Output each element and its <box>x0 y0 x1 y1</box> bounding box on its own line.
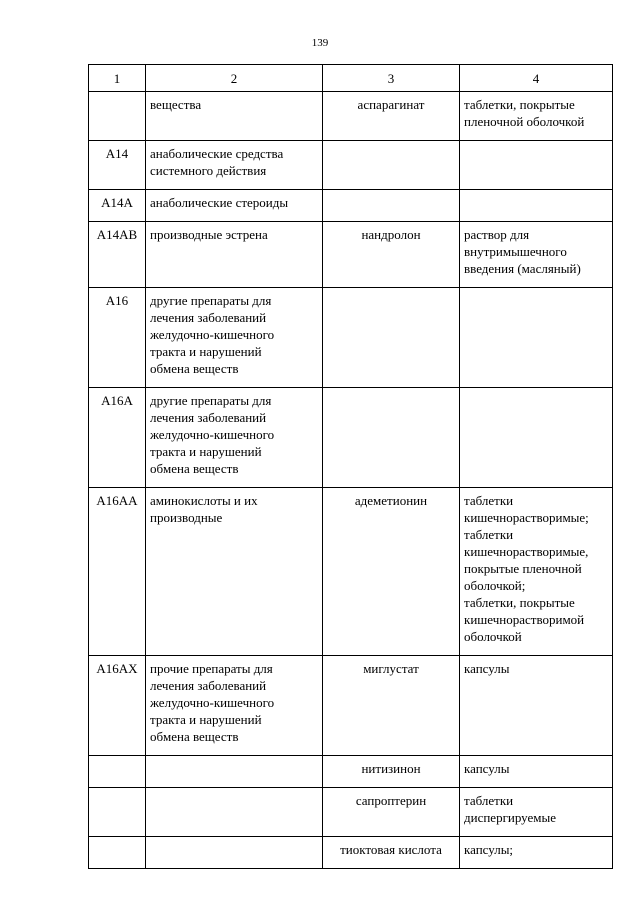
group-name-cell: прочие препараты для лечения заболеваний желудочно-кишечного тракта и нарушений обмена веществ <box>146 656 323 756</box>
dosage-form-cell <box>460 288 613 388</box>
table-row <box>89 288 613 388</box>
table-row <box>89 222 613 288</box>
drug-table <box>88 64 613 869</box>
table-row <box>89 788 613 837</box>
drug-name-cell: нитизинон <box>323 756 460 788</box>
drug-name-cell <box>323 288 460 388</box>
dosage-form-cell <box>460 141 613 190</box>
group-name-cell: вещества <box>146 92 323 141</box>
column-header: 1 <box>89 65 146 92</box>
column-header: 3 <box>323 65 460 92</box>
dosage-form-cell: капсулы <box>460 656 613 756</box>
group-name-cell: анаболические средства системного действия <box>146 141 323 190</box>
group-name-cell <box>146 788 323 837</box>
atc-code-cell <box>89 788 146 837</box>
group-name-cell: аминокислоты и их производные <box>146 488 323 656</box>
dosage-form-cell: таблетки, покрытые пленочной оболочкой <box>460 92 613 141</box>
group-name-cell: другие препараты для лечения заболеваний желудочно-кишечного тракта и нарушений обмена веществ <box>146 388 323 488</box>
dosage-form-cell: таблетки кишечнорастворимые; таблетки кишечнорастворимые, покрытые пленочной оболочкой; таблетки, покрытые кишечнорастворимой оболочкой <box>460 488 613 656</box>
atc-code-cell: A16AX <box>89 656 146 756</box>
atc-code-cell: A16A <box>89 388 146 488</box>
dosage-form-cell <box>460 190 613 222</box>
table-row <box>89 388 613 488</box>
drug-name-cell: нандролон <box>323 222 460 288</box>
table-row <box>89 141 613 190</box>
atc-code-cell <box>89 837 146 869</box>
dosage-form-cell: капсулы <box>460 756 613 788</box>
drug-name-cell: аспарагинат <box>323 92 460 141</box>
atc-code-cell <box>89 92 146 141</box>
drug-name-cell <box>323 141 460 190</box>
group-name-cell: анаболические стероиды <box>146 190 323 222</box>
drug-name-cell: сапроптерин <box>323 788 460 837</box>
page-number: 139 <box>311 37 329 49</box>
drug-name-cell: миглустат <box>323 656 460 756</box>
column-header: 2 <box>146 65 323 92</box>
table-row <box>89 837 613 869</box>
atc-code-cell: A16 <box>89 288 146 388</box>
column-header: 4 <box>460 65 613 92</box>
dosage-form-cell: раствор для внутримышечного введения (масляный) <box>460 222 613 288</box>
group-name-cell: производные эстрена <box>146 222 323 288</box>
group-name-cell <box>146 756 323 788</box>
drug-name-cell <box>323 388 460 488</box>
dosage-form-cell: капсулы; <box>460 837 613 869</box>
atc-code-cell: A16AA <box>89 488 146 656</box>
atc-code-cell: A14AB <box>89 222 146 288</box>
table-header-row <box>89 65 613 92</box>
drug-name-cell: адеметионин <box>323 488 460 656</box>
atc-code-cell <box>89 756 146 788</box>
drug-name-cell <box>323 190 460 222</box>
table-row <box>89 656 613 756</box>
group-name-cell: другие препараты для лечения заболеваний желудочно-кишечного тракта и нарушений обмена веществ <box>146 288 323 388</box>
atc-code-cell: A14 <box>89 141 146 190</box>
table-row <box>89 756 613 788</box>
dosage-form-cell: таблетки диспергируемые <box>460 788 613 837</box>
group-name-cell <box>146 837 323 869</box>
dosage-form-cell <box>460 388 613 488</box>
atc-code-cell: A14A <box>89 190 146 222</box>
table-row <box>89 92 613 141</box>
table-body <box>89 92 613 869</box>
table-row <box>89 190 613 222</box>
table-row <box>89 488 613 656</box>
drug-name-cell: тиоктовая кислота <box>323 837 460 869</box>
